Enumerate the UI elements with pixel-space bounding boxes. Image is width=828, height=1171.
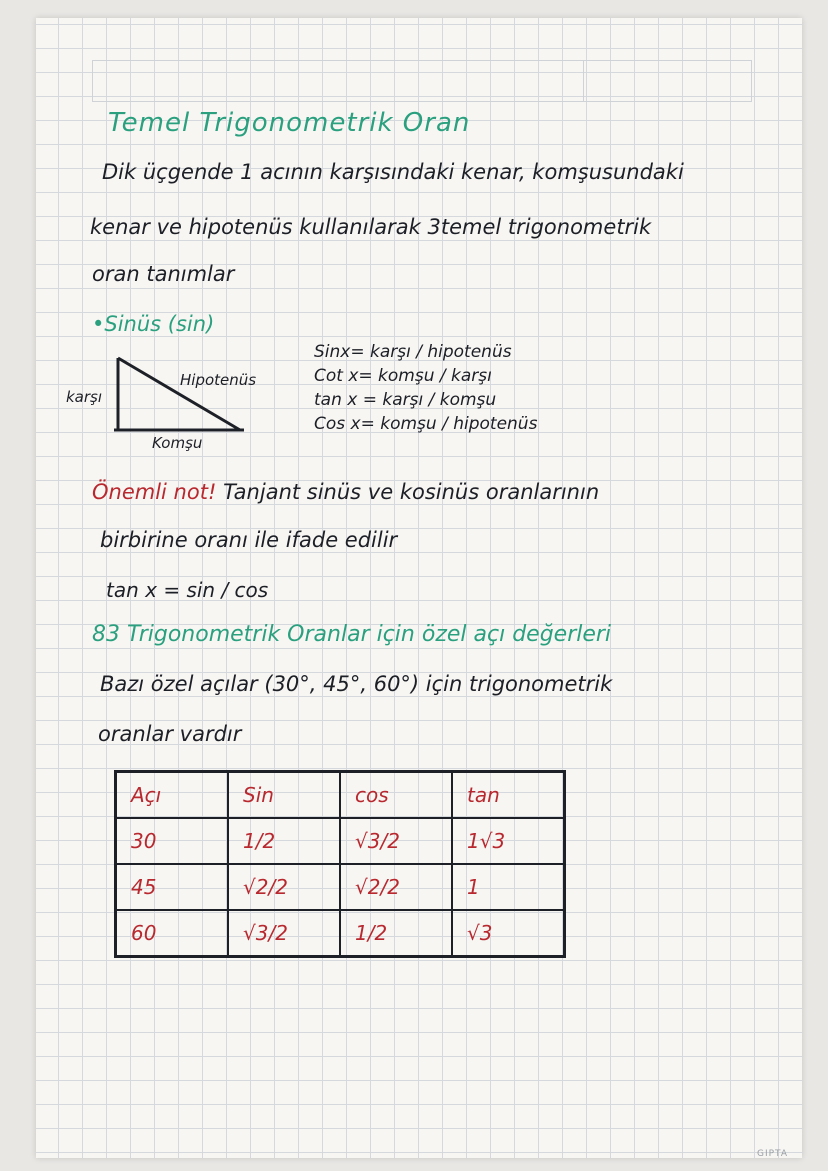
- sin-cell: √2/2: [228, 864, 340, 910]
- right-triangle-diagram: [108, 354, 258, 444]
- important-note-text: Tanjant sinüs ve kosinüs oranlarının: [223, 480, 600, 504]
- formula-cos: Cos x= komşu / hipotenüs: [314, 414, 538, 434]
- triangle-label-karsi: karşı: [66, 388, 103, 406]
- triangle-label-komsu: Komşu: [152, 434, 203, 452]
- page-title: Temel Trigonometrik Oran: [108, 108, 471, 138]
- tan-cell: 1√3: [452, 818, 565, 864]
- header-box: [92, 60, 752, 102]
- formula-sin: Sinx= karşı / hipotenüs: [314, 342, 512, 362]
- body-line-2: oranlar vardır: [98, 722, 242, 746]
- cos-cell: 1/2: [340, 910, 452, 957]
- header-tan: tan: [452, 772, 565, 819]
- header-divider: [583, 61, 584, 101]
- paragraph-line-1: Dik üçgende 1 acının karşısındaki kenar, komşusundaki: [102, 160, 684, 184]
- table-row: [116, 864, 565, 910]
- header-cos: cos: [340, 772, 452, 819]
- section-heading: 83 Trigonometrik Oranlar için özel açı değerleri: [92, 622, 612, 647]
- paragraph-line-2: kenar ve hipotenüs kullanılarak 3temel trigonometrik: [90, 215, 652, 239]
- triangle-hypotenuse: [118, 358, 240, 430]
- table-row: [116, 818, 565, 864]
- formula-cot: Cot x= komşu / karşı: [314, 366, 492, 386]
- paragraph-line-3: oran tanımlar: [92, 262, 235, 286]
- formula-tan: tan x = karşı / komşu: [314, 390, 497, 410]
- important-note-line-1: [92, 480, 599, 504]
- header-sin: Sin: [228, 772, 340, 819]
- cos-cell: √2/2: [340, 864, 452, 910]
- important-note-prefix: Önemli not!: [92, 480, 217, 504]
- table-row: [116, 910, 565, 957]
- table-header-row: [116, 772, 565, 819]
- important-note-line-2: birbirine oranı ile ifade edilir: [100, 528, 398, 552]
- sin-cell: 1/2: [228, 818, 340, 864]
- tan-cell: √3: [452, 910, 565, 957]
- special-angles-table: [114, 770, 566, 958]
- sin-cell: √3/2: [228, 910, 340, 957]
- triangle-label-hipotenus: Hipotenüs: [180, 371, 257, 389]
- header-aci: Açı: [116, 772, 229, 819]
- body-line-1: Bazı özel açılar (30°, 45°, 60°) için trigonometrik: [100, 672, 613, 696]
- angle-cell: 60: [116, 910, 229, 957]
- sinus-heading: •Sinüs (sin): [92, 312, 215, 336]
- angle-cell: 30: [116, 818, 229, 864]
- tan-cell: 1: [452, 864, 565, 910]
- angle-cell: 45: [116, 864, 229, 910]
- tan-formula: tan x = sin / cos: [106, 578, 269, 602]
- cos-cell: √3/2: [340, 818, 452, 864]
- watermark: GIPTA: [756, 1149, 788, 1159]
